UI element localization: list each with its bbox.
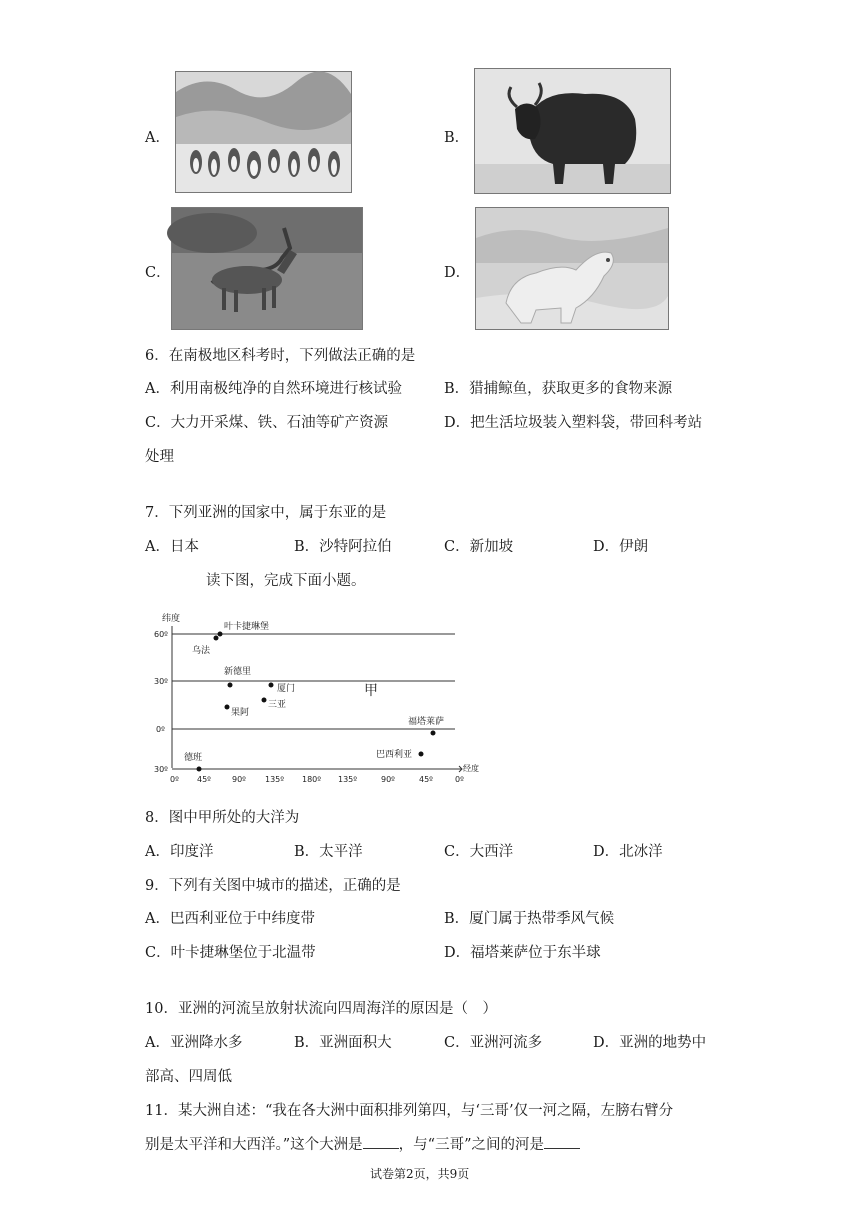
city-label-sanya: 三亚	[268, 700, 287, 710]
q9-option-d: D．福塔莱萨位于东半球	[444, 945, 601, 961]
city-label-new-delhi: 新德里	[224, 667, 252, 677]
q8-stem: 8．图中甲所处的大洋为	[145, 810, 300, 826]
latitude-longitude-map	[150, 608, 479, 784]
city-dot-durban	[197, 767, 202, 772]
lat-label-0: 0º	[156, 725, 165, 734]
map-intro: 读下图，完成下面小题。	[206, 573, 366, 589]
q10-option-d: D．亚洲的地势中	[593, 1035, 707, 1051]
city-dot-xiamen	[269, 683, 274, 688]
lon-label-4: 135º	[265, 775, 285, 784]
q10-option-d-continued: 部高、四周低	[145, 1069, 232, 1085]
q11-line1: 11．某大洲自述：“我在各大洲中面积排列第四，与‘三哥’仅一河之隔，左膀右臂分	[145, 1103, 674, 1119]
city-dot-fortaleza	[431, 731, 436, 736]
option-d-letter: D．	[444, 265, 471, 281]
lon-label-8: 45º	[419, 775, 433, 784]
q6-stem: 6．在南极地区科考时，下列做法正确的是	[145, 348, 416, 364]
q8-option-b: B．太平洋	[294, 844, 363, 860]
q6-option-c: C．大力开采煤、铁、石油等矿产资源	[145, 415, 389, 431]
city-dot-goa	[225, 705, 230, 710]
y-axis-label: 纬度	[162, 614, 181, 624]
city-label-yekaterinburg: 叶卡捷琳堡	[224, 622, 270, 632]
lat-label-30s: 30º	[154, 765, 168, 774]
q10-option-a: A．亚洲降水多	[145, 1035, 243, 1051]
q11-line2	[145, 1133, 580, 1154]
q11-line2-part1: 别是太平洋和大西洋。”这个大洲是	[145, 1137, 363, 1153]
page-footer: 试卷第2页，共9页	[370, 1167, 470, 1181]
q9-stem: 9．下列有关图中城市的描述，正确的是	[145, 878, 401, 894]
lon-label-3: 90º	[232, 775, 246, 784]
q6-option-d-continued: 处理	[145, 449, 174, 465]
q11-blank-continent[interactable]	[363, 1136, 399, 1149]
city-label-goa: 果阿	[231, 708, 250, 718]
polar-bear-photo	[475, 207, 669, 330]
option-b-letter: B．	[444, 130, 470, 146]
q7-option-d: D．伊朗	[593, 539, 649, 555]
city-label-fortaleza: 福塔莱萨	[408, 717, 445, 727]
lon-label-2: 45º	[197, 775, 211, 784]
lon-label-5: 180º	[302, 775, 322, 784]
lon-label-9: 0º	[455, 775, 464, 784]
ocean-mark-jia: 甲	[364, 683, 378, 699]
q6-option-b: B．猎捕鲸鱼，获取更多的食物来源	[444, 381, 673, 397]
q9-option-b: B．厦门属于热带季风气候	[444, 911, 615, 927]
q6-option-a: A．利用南极纯净的自然环境进行核试验	[145, 381, 402, 397]
lat-label-60: 60º	[154, 630, 168, 639]
lon-label-1: 0º	[170, 775, 179, 784]
city-label-xiamen: 厦门	[277, 684, 296, 694]
q7-option-b: B．沙特阿拉伯	[294, 539, 392, 555]
city-dot-yekaterinburg	[214, 636, 219, 641]
city-dot-sanya	[262, 698, 267, 703]
city-label-ufa: 乌法	[192, 646, 211, 656]
city-label-durban: 德班	[184, 753, 203, 763]
q9-option-a: A．巴西利亚位于中纬度带	[145, 911, 315, 927]
q6-option-d: D．把生活垃圾装入塑料袋，带回科考站	[444, 415, 703, 431]
q10-option-c: C．亚洲河流多	[444, 1035, 543, 1051]
option-a-letter: A．	[145, 130, 170, 146]
antelope-photo	[171, 207, 363, 330]
x-axis-arrow	[455, 766, 462, 772]
city-label-brasilia: 巴西利亚	[376, 750, 413, 760]
q7-option-a: A．日本	[145, 539, 199, 555]
city-dot-brasilia	[419, 752, 424, 757]
q7-option-c: C．新加坡	[444, 539, 514, 555]
q8-option-c: C．大西洋	[444, 844, 514, 860]
q9-option-c: C．叶卡捷琳堡位于北温带	[145, 945, 316, 961]
lon-label-7: 90º	[381, 775, 395, 784]
option-c-letter: C．	[145, 265, 171, 281]
yak-photo	[474, 68, 671, 194]
penguins-photo	[175, 71, 352, 193]
q7-stem: 7．下列亚洲的国家中，属于东亚的是	[145, 505, 387, 521]
lon-label-6: 135º	[338, 775, 358, 784]
lat-label-30n: 30º	[154, 677, 168, 686]
q10-option-b: B．亚洲面积大	[294, 1035, 392, 1051]
q8-option-a: A．印度洋	[145, 844, 214, 860]
q10-stem: 10．亚洲的河流呈放射状流向四周海洋的原因是（ ）	[145, 1001, 497, 1017]
q8-option-d: D．北冰洋	[593, 844, 663, 860]
q11-line2-part2: ，与“三哥”之间的河是	[398, 1137, 544, 1153]
x-axis-label: 经度	[463, 764, 479, 773]
q11-blank-river[interactable]	[544, 1136, 580, 1149]
city-dot-ufa	[218, 632, 223, 637]
city-dot-new-delhi	[228, 683, 233, 688]
